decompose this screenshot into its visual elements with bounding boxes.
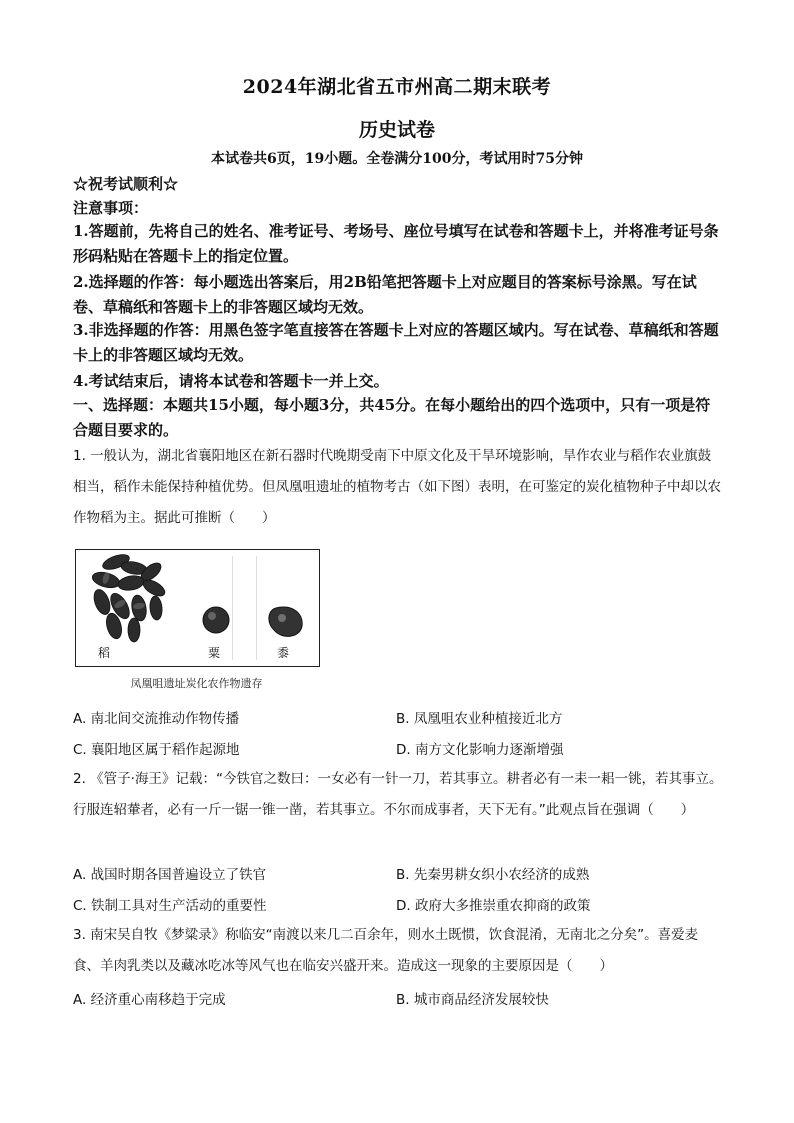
question-1-option-c: C. 襄阳地区属于稻作起源地 bbox=[73, 742, 240, 758]
question-1-option-a: A. 南北间交流推动作物传播 bbox=[73, 711, 240, 727]
question-3-option-b: B. 城市商品经济发展较快 bbox=[396, 992, 549, 1008]
section-heading: 一、选择题：本题共15小题，每小题3分，共45分。在每小题给出的四个选项中，只有一项是符合题目要求的。 bbox=[73, 396, 711, 439]
figure-divider-1 bbox=[232, 556, 233, 660]
figure-caption: 凤凰咀遗址炭化农作物遗存 bbox=[130, 677, 263, 690]
subject-title: 历史试卷 bbox=[358, 119, 435, 141]
note-item-4: 4.考试结束后，请将本试卷和答题卡一并上交。 bbox=[73, 372, 389, 390]
question-2-option-d: D. 政府大多推崇重农抑商的政策 bbox=[396, 898, 591, 914]
crop-remains-figure bbox=[75, 549, 320, 667]
question-2-option-b: B. 先秦男耕女织小农经济的成熟 bbox=[396, 867, 590, 883]
label-broomcorn-millet: 黍 bbox=[277, 646, 290, 660]
question-3-option-a: A. 经济重心南移趋于完成 bbox=[73, 992, 226, 1008]
question-2-option-a: A. 战国时期各国普遍设立了铁官 bbox=[73, 867, 267, 883]
question-1-option-b: B. 凤凰咀农业种植接近北方 bbox=[396, 711, 563, 727]
figure-divider-2 bbox=[256, 556, 257, 660]
label-rice: 稻 bbox=[98, 646, 111, 660]
exam-title: 2024年湖北省五市州高二期末联考 bbox=[242, 76, 552, 98]
notes-heading: 注意事项： bbox=[73, 199, 149, 217]
question-1-option-d: D. 南方文化影响力逐渐增强 bbox=[396, 742, 564, 758]
wish-line: ☆祝考试顺利☆ bbox=[73, 175, 179, 193]
exam-info: 本试卷共6页，19小题。全卷满分100分，考试用时75分钟 bbox=[211, 151, 583, 167]
question-2-stem: 2. 《管子·海王》记载：“今铁官之数曰：一女必有一针一刀，若其事立。耕者必有一耒一耜一铫，若其事立。行服连轺輂者，必有一斤一锯一锥一凿，若其事立。不尔而成事者，天下无有。”此观点旨在强调（ ） bbox=[73, 771, 723, 818]
note-item-1: 1.答题前，先将自己的姓名、准考证号、考场号、座位号填写在试卷和答题卡上，并将准考证号条形码粘贴在答题卡上的指定位置。 bbox=[73, 222, 719, 265]
note-item-2: 2.选择题的作答：每小题选出答案后，用2B铅笔把答题卡上对应题目的答案标号涂黑。写在试卷、草稿纸和答题卡上的非答题区域均无效。 bbox=[73, 273, 697, 316]
note-item-3: 3.非选择题的作答：用黑色签字笔直接答在答题卡上对应的答题区域内。写在试卷、草稿纸和答题卡上的非答题区域均无效。 bbox=[73, 321, 719, 364]
label-foxtail-millet: 粟 bbox=[208, 646, 221, 660]
question-1-stem: 1. 一般认为，湖北省襄阳地区在新石器时代晚期受南下中原文化及干旱环境影响，旱作农业与稻作农业旗鼓相当，稻作未能保持种植优势。但凤凰咀遗址的植物考古（如下图）表明，在可鉴定的炭化植物种子中却以农作物稻为主。据此可推断（ ） bbox=[73, 448, 721, 526]
question-3-stem: 3. 南宋吴自牧《梦粱录》称临安“南渡以来几二百余年，则水土既惯，饮食混淆，无南北之分矣”。喜爱麦食、羊肉乳类以及藏冰吃冰等风气也在临安兴盛开来。造成这一现象的主要原因是（ ） bbox=[73, 927, 699, 974]
question-2-option-c: C. 铁制工具对生产活动的重要性 bbox=[73, 898, 267, 914]
